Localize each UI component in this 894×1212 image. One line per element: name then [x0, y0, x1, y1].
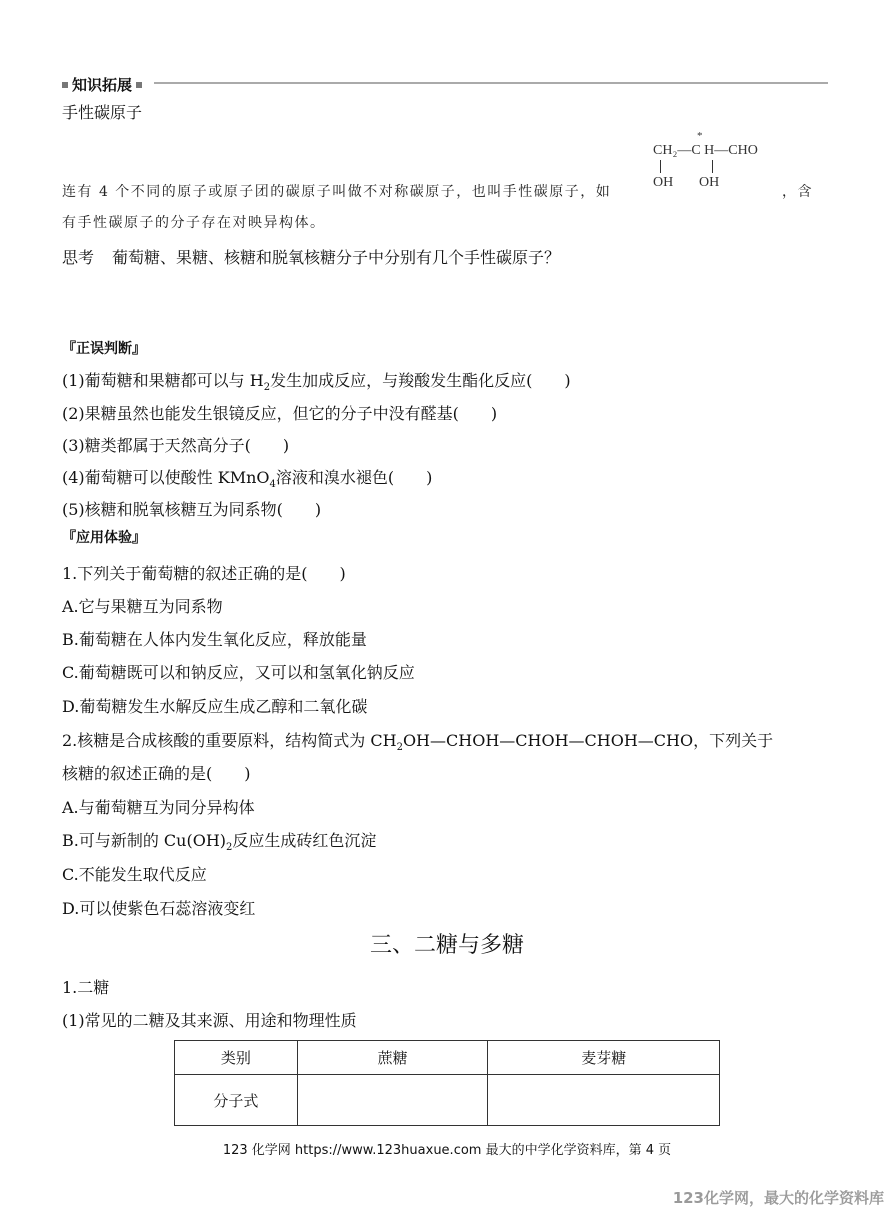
question-1-option-c: C.葡萄糖既可以和钠反应，又可以和氢氧化钠反应 — [62, 663, 415, 682]
table-cell: 分子式 — [175, 1075, 298, 1126]
molecule-oh-left: OH — [653, 175, 674, 190]
watermark: 123化学网，最大的化学资料库 — [672, 1189, 884, 1207]
question-2-stem: 2.核糖是合成核酸的重要原料，结构简式为 $CH_2OH—CHOH—CHOH—CHOH—CHO$，下列关于 — [62, 731, 774, 754]
disaccharide-table — [174, 1040, 720, 1126]
table-header: 麦芽糖 — [488, 1041, 720, 1075]
judge-item: (1)葡萄糖和果糖都可以与 $H_2$发生加成反应，与羧酸发生酯化反应( ) — [62, 371, 571, 394]
chiral-description-line1: 连有 4 个不同的原子或原子团的碳原子叫做不对称碳原子，也叫手性碳原子，如 — [62, 184, 612, 200]
page-footer: 123 化学网 https://www.123huaxue.com 最大的中学化学资料库，第 4 页 — [222, 1143, 672, 1158]
subsection-disaccharide-intro: (1)常见的二糖及其来源、用途和物理性质 — [62, 1011, 357, 1030]
section-title: 知识拓展 — [72, 76, 133, 94]
divider — [154, 82, 828, 84]
table-cell — [488, 1075, 720, 1126]
question-1-stem: 1.下列关于葡萄糖的叙述正确的是( ) — [62, 564, 346, 583]
chiral-description-end: ，含 — [782, 184, 813, 200]
think-question — [62, 245, 560, 268]
table-row — [175, 1075, 720, 1126]
molecule-oh-right: OH — [699, 175, 720, 190]
question-2-stem-line2: 核糖的叙述正确的是( ) — [62, 764, 251, 783]
bond-line — [712, 160, 713, 173]
bond-line — [660, 160, 661, 173]
think-label: 思考 — [62, 248, 95, 267]
table-header: 类别 — [175, 1041, 298, 1075]
question-2-option-b: B.可与新制的 $Cu(OH)_2$反应生成砖红色沉淀 — [62, 831, 377, 854]
question-2-option-d: D.可以使紫色石蕊溶液变红 — [62, 899, 256, 918]
chiral-subtitle: 手性碳原子 — [62, 103, 143, 122]
question-2-option-a: A.与葡萄糖互为同分异构体 — [62, 798, 255, 817]
judge-item: (2)果糖虽然也能发生银镜反应，但它的分子中没有醛基( ) — [62, 404, 498, 423]
question-1-option-a: A.它与果糖互为同系物 — [62, 597, 223, 616]
chiral-star-mark: * — [697, 130, 703, 142]
question-1-option-d: D.葡萄糖发生水解反应生成乙醇和二氧化碳 — [62, 697, 368, 716]
judge-item: (4)葡萄糖可以使酸性 KMnO$_4$溶液和溴水褪色( ) — [62, 468, 433, 491]
think-text: 葡萄糖、果糖、核糖和脱氧核糖分子中分别有几个手性碳原子？ — [112, 248, 561, 267]
molecule-top-row: CH₂—C H—CHO — [653, 143, 758, 158]
table-cell — [297, 1075, 488, 1126]
square-bullet-icon — [136, 82, 142, 88]
judge-item: (3)糖类都属于天然高分子( ) — [62, 436, 290, 455]
section-heading: 三、二糖与多糖 — [369, 933, 524, 958]
judge-item: (5)核糖和脱氧核糖互为同系物( ) — [62, 500, 322, 519]
question-2-option-c: C.不能发生取代反应 — [62, 865, 207, 884]
judge-title: 『正误判断』 — [62, 341, 146, 357]
knowledge-section-header — [62, 74, 828, 92]
question-1-option-b: B.葡萄糖在人体内发生氧化反应，释放能量 — [62, 630, 367, 649]
chiral-description-line2: 有手性碳原子的分子存在对映异构体。 — [62, 215, 326, 231]
square-bullet-icon — [62, 82, 68, 88]
apply-title: 『应用体验』 — [62, 530, 146, 546]
subsection-disaccharide: 1.二糖 — [62, 978, 110, 997]
table-header: 蔗糖 — [297, 1041, 488, 1075]
